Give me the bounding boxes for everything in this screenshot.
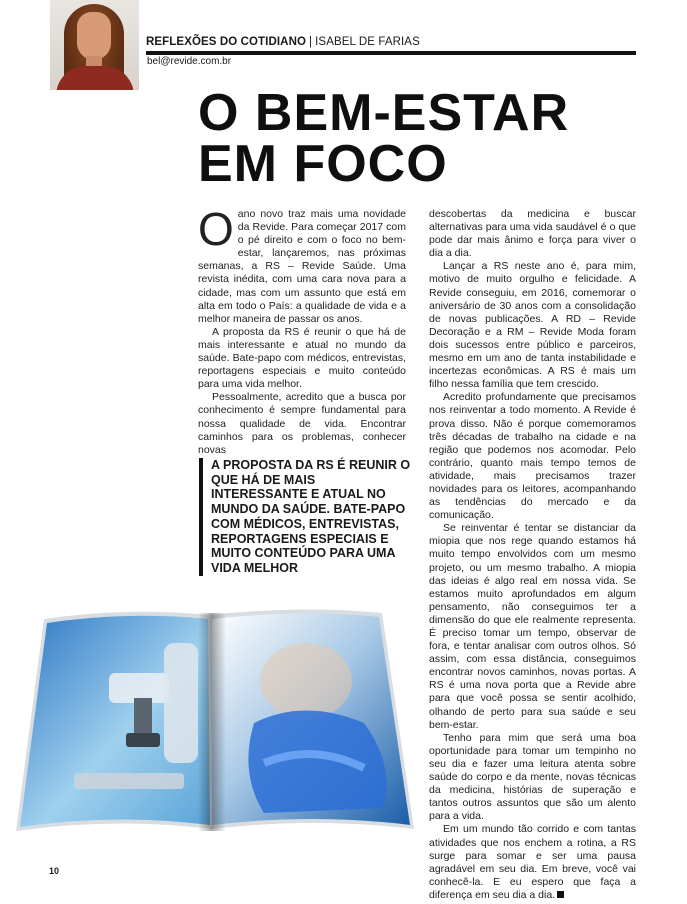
pull-quote: A PROPOSTA DA RS É REUNIR O QUE HÁ DE MAIS INTERESSANTE E ATUAL NO MUNDO DA SAÚDE. BATE-PAPO COM MÉDICOS, ENTREVISTAS, REPORTAGENS ESPECIAIS E MUITO CONTEÚDO PARA UMA VIDA MELHOR <box>199 458 411 576</box>
page-number: 10 <box>49 866 60 876</box>
paragraph: Tenho para mim que será uma boa oportunidade para tomar um tempinho no seu dia e fazer uma leitura atenta sobre saúde do corpo e da mente, novas técnicas da medicina, histórias de superação e tantos outros assuntos que são um alento para a vida. <box>429 731 636 823</box>
open-magazine-photo <box>14 603 416 833</box>
article-column-1 <box>198 203 406 457</box>
paragraph: Se reinventar é tentar se distanciar da miopia que nos rege quando estamos há muito tempo envolvidos com um mesmo projeto, ou um mesmo trabalho. A miopia das ideias é algo real em nossa vida. Se estamos muito aprofundados em algum pensamento, não conseguimos ter a dimensão do que ele realmente representa. É preciso tomar um tempo, observar de fora, e tentar analisar com outros olhos. Só assim, com essa distância, conseguimos encontrar novos caminhos, novas portas. A RS é uma nova porta que a Revide abre para que você possa se sentir acolhido, olhando de perto para sua saúde e seu bem-estar. <box>429 522 636 731</box>
header-separator: | <box>309 36 313 48</box>
article-column-2 <box>429 208 636 902</box>
paragraph: A proposta da RS é reunir o que há de mais interessante e atual no mundo da saúde. Bate-papo com médicos, entrevistas, reportagens especiais e muito conteúdo para uma vida melhor. <box>198 325 406 391</box>
column-header <box>146 36 636 55</box>
author-name: ISABEL DE FARIAS <box>315 36 420 48</box>
author-photo <box>50 0 139 90</box>
paragraph: Pessoalmente, acredito que a busca por conhecimento é sempre fundamental para nossa qualidade de vida. Encontrar caminhos para os problemas, conhecer novas <box>198 391 406 456</box>
paragraph: Em um mundo tão corrido e com tantas atividades que nos enchem a rotina, a RS surge para somar e ser uma pausa agradável em seu dia. Em breve, você vai conhecê-la. E eu espero que faça a diferença em seu dia a dia. <box>429 823 636 901</box>
end-mark-icon <box>557 891 564 898</box>
author-email: bel@revide.com.br <box>147 56 232 67</box>
article-headline: O BEM-ESTAR EM FOCO <box>198 84 570 193</box>
paragraph: Acredito profundamente que precisamos nos reinventar a todo momento. A Revide é prova disso. Não é porque comemoramos três décadas de trabalho na cidade e na região que podemos nos acomodar. Pelo contrário, quanto mais tempo temos de atividade, mais precisamos trazer novidades para os leitores, acompanhando as tendências do mercado e da comunicação. <box>429 391 636 522</box>
drop-cap: O <box>198 203 234 255</box>
paragraph: O ano novo traz mais uma novidade da Revide. Para começar 2017 com o pé direito e com o foco no bem-estar, lançaremos, nas próximas semanas, a RS – Revide Saúde. Uma revista inédita, com uma cara nova para a cidade, mas com um assunto que está em alta em todo o País: a qualidade de vida e a melhor maneira de passar os anos. <box>198 203 406 325</box>
section-title: REFLEXÕES DO COTIDIANO <box>146 36 307 48</box>
paragraph: Lançar a RS neste ano é, para mim, motivo de muito orgulho e felicidade. A Revide conseguiu, em 2016, comemorar o aniversário de 30 anos com a consolidação de novas publicações. A RD – Revide Decoração e a RM – Revide Moda foram dois sucessos entre público e parceiros, mesmo em um ano de tanta instabilidade e incertezas econômicas. A RS é mais um filho nessa família que tem crescido. <box>429 260 636 391</box>
paragraph: descobertas da medicina e buscar alternativas para uma vida saudável é o que pode dar mais ânimo e força para viver o dia a dia. <box>429 208 636 260</box>
